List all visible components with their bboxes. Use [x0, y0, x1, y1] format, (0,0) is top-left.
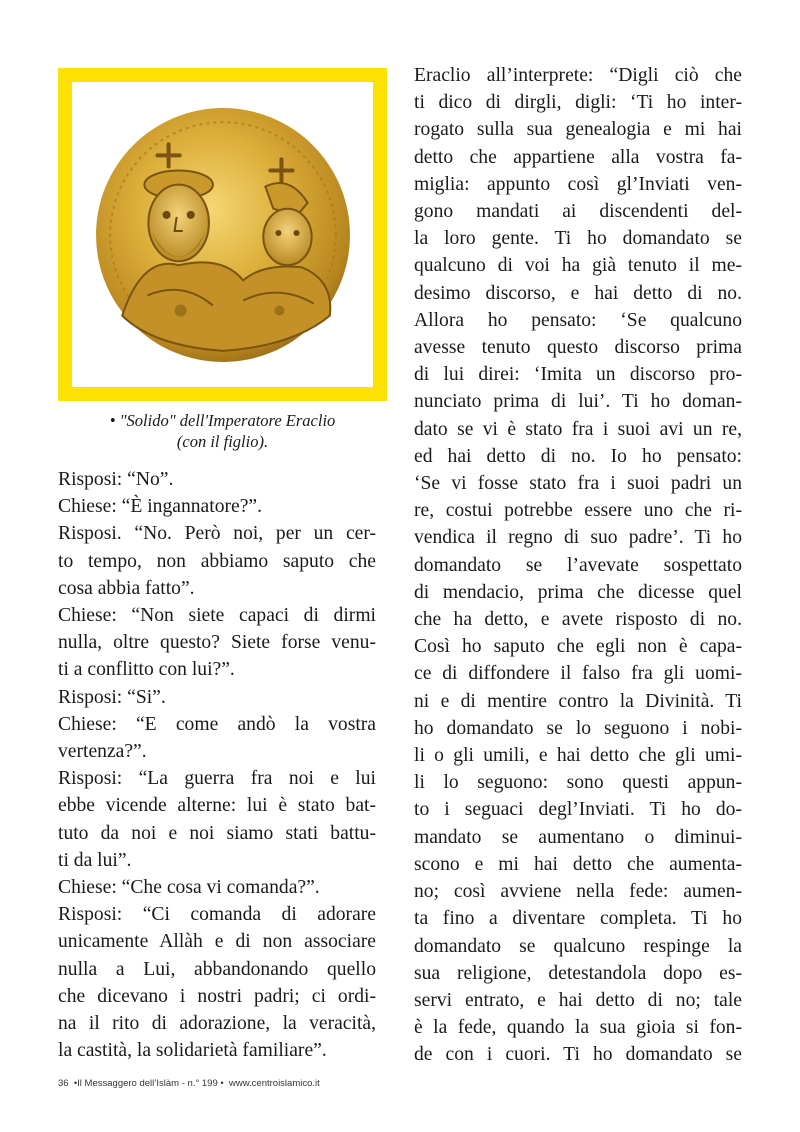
text-line: li o gli umili, e hai detto che gli umi- — [414, 745, 742, 767]
text-line: Chiese: “E come andò la vostra — [58, 713, 376, 735]
text-line: Risposi. “No. Però noi, per un cer- — [58, 523, 376, 545]
text-line: Così ho saputo che egli non è capa- — [414, 636, 742, 658]
text-line: Risposi: “No”. — [58, 469, 174, 490]
text-line: ti da lui”. — [58, 849, 132, 871]
text-line: Chiese: “Che cosa vi comanda?”. — [58, 877, 320, 899]
text-line: to i seguaci degl’Inviati. Ti ho do- — [414, 799, 742, 821]
text-line: Risposi: “Si”. — [58, 686, 166, 708]
text-line: Eraclio all’interprete: “Digli ciò che — [414, 65, 742, 86]
text-line: servi entrato, e hai detto di no; tale — [414, 989, 742, 1011]
text-line: desimo discorso, e hai detto di no. — [414, 282, 742, 304]
text-line: Risposi: “La guerra fra noi e lui — [58, 768, 376, 790]
coin-figure-frame — [58, 68, 387, 401]
text-line: Chiese: “Non siete capaci di dirmi — [58, 605, 376, 627]
text-line: la loro gente. Ti ho domandato se — [414, 228, 742, 250]
text-line: Risposi: “Ci comanda di adorare — [58, 904, 376, 926]
text-line: vendica il regno di suo padre’. Ti ho — [414, 527, 742, 549]
gold-coin-image — [92, 104, 354, 366]
text-line: no; così avviene nella fede: aumen- — [414, 881, 742, 903]
text-line: ho domandato se lo seguono i nobi- — [414, 717, 742, 739]
text-line: la castità, la solidarietà familiare”. — [58, 1040, 327, 1062]
text-line: Allora ho pensato: ‘Se qualcuno — [414, 309, 742, 331]
caption-line: • "Solido" dell'Imperatore Eraclio — [109, 411, 336, 430]
text-line: ti a conflitto con lui?”. — [58, 659, 235, 681]
text-line: cosa abbia fatto”. — [58, 577, 195, 599]
text-line: ce di diffondere il falso fra gli uomi- — [414, 663, 742, 685]
text-line: dato se vi è stato fra i suoi avi un re, — [414, 418, 742, 440]
text-line: ti dico di dirgli, digli: ‘Ti ho inter- — [414, 92, 742, 114]
text-line: domandato se l’avevate sospettato — [414, 554, 742, 576]
text-line: de con i cuori. Ti ho domandato se — [414, 1044, 742, 1066]
text-line: li lo seguono: sono questi appun- — [414, 772, 742, 794]
text-line: to tempo, non abbiamo saputo che — [58, 550, 376, 572]
text-line: qualcuno di voi ha già tenuto il me- — [414, 255, 742, 277]
text-line: detto che appartiene alla vostra fa- — [414, 146, 742, 168]
text-line: re, costui potrebbe essere uno che ri- — [414, 500, 742, 522]
text-line: avesse tenuto questo discorso prima — [414, 337, 742, 359]
coin-figure — [72, 82, 373, 387]
text-line: rogato sulla sua genealogia e mi hai — [414, 119, 742, 141]
text-line: na il rito di adorazione, la veracità, — [58, 1013, 376, 1035]
text-line: ni e di mentire contro la Divinità. Ti — [414, 690, 742, 712]
text-line: ‘Se vi fosse stato fra i suoi padri un — [414, 473, 742, 495]
text-line: nulla a Lui, abbandonando quello — [58, 958, 376, 980]
text-line: che ha detto, e avete risposto di no. — [414, 609, 742, 631]
left-text-column — [58, 466, 376, 1064]
text-line: nunciato prima di lui’. Ti ho doman- — [414, 391, 742, 413]
text-line: che dicevano i nostri padri; ci ordi- — [58, 985, 376, 1007]
text-line: vertenza?”. — [58, 741, 147, 763]
text-line: ebbe vicende alterne: lui è stato bat- — [58, 795, 376, 817]
text-line: scono e mi hai detto che aumenta- — [414, 853, 742, 875]
text-line: ta fino a diventare completa. Ti ho — [414, 908, 742, 930]
text-line: nulla, oltre questo? Siete forse venu- — [58, 632, 376, 654]
text-line: unicamente Allàh e di non associare — [58, 931, 376, 953]
text-line: domandato se qualcuno respinge la — [414, 935, 742, 957]
text-line: sua religione, detestandola dopo es- — [414, 962, 742, 984]
text-line: di lui direi: ‘Imita un discorso pro- — [414, 364, 742, 386]
text-line: miglia: appunto così gl’Inviati ven- — [414, 173, 742, 195]
text-line: di mendacio, prima che dicesse quel — [414, 581, 742, 603]
text-line: gono mandati ai discendenti del- — [414, 201, 742, 223]
text-line: è la fede, quando la sua gioia si fon- — [414, 1017, 742, 1039]
right-text-column — [414, 62, 742, 1069]
caption-line: (con il figlio). — [176, 432, 269, 451]
text-line: mandato se aumentano o diminui- — [414, 826, 742, 848]
text-line: Chiese: “È ingannatore?”. — [58, 496, 263, 518]
page-footer: 36 •Il Messaggero dell’Islàm - n.° 199 • www.centroislamico.it — [58, 1078, 320, 1089]
text-line: ed hai detto di no. Io ho pensato: — [414, 445, 742, 467]
text-line: tuto da noi e noi siamo stati battu- — [58, 822, 376, 844]
figure-caption — [58, 410, 387, 452]
